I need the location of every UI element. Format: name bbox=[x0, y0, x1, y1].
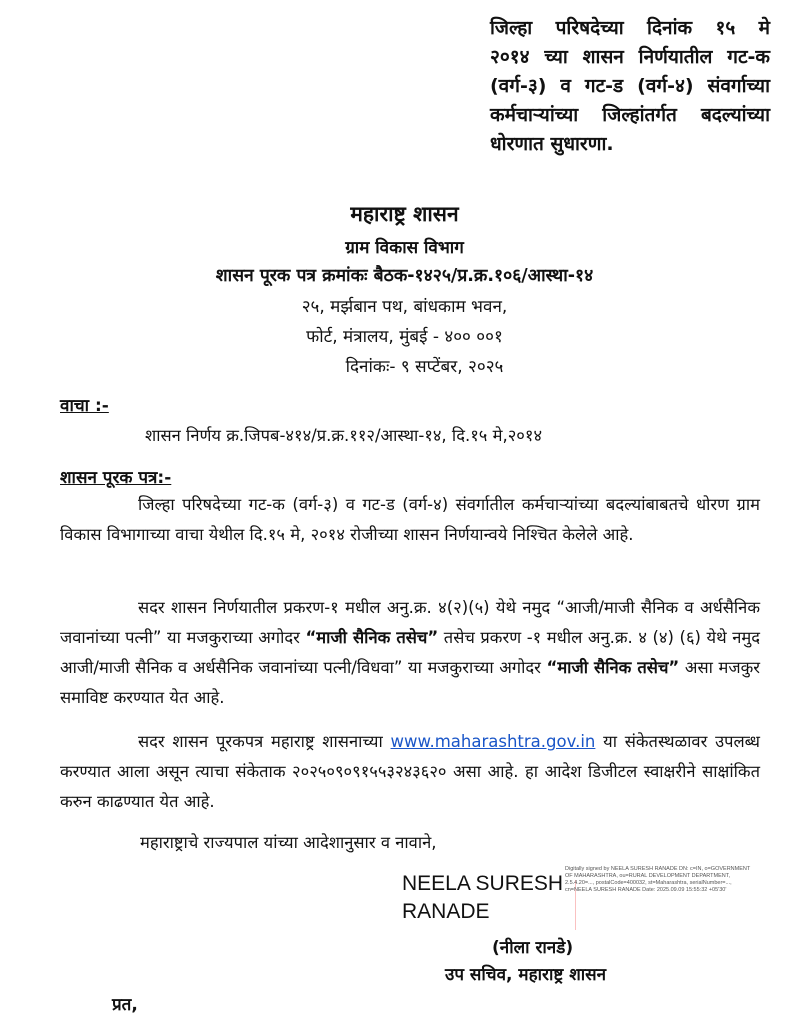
subject-line: २०१४ च्या शासन निर्णयातील गट-क bbox=[490, 46, 770, 68]
date: दिनांकः- ९ सप्टेंबर, २०२५ bbox=[345, 357, 504, 377]
designation: उप सचिव, महाराष्ट्र शासन bbox=[445, 965, 607, 985]
gov-title: महाराष्ट्र शासन bbox=[350, 202, 459, 226]
copy-label: प्रत, bbox=[112, 995, 138, 1015]
closing-line: महाराष्ट्राचे राज्यपाल यांच्या आदेशानुसार व नावाने, bbox=[140, 833, 437, 852]
dept-title: ग्राम विकास विभाग bbox=[345, 238, 464, 258]
address-line: फोर्ट, मंत्रालय, मुंबई - ४०० ००१ bbox=[306, 327, 503, 347]
address-line: २५, मर्झबान पथ, बांधकाम भवन, bbox=[301, 297, 508, 317]
paragraph-3: सदर शासन पूरकपत्र महाराष्ट्र शासनाच्या www.maharashtra.gov.in या संकेतस्थळावर उपलब्ध करण्यात आला असून त्याचा संकेताक २०२५०९०९१५५३२४३६२० असा आहे. हा आदेश डिजीटल स्वाक्षरीने साक्षांकित करुन काढण्यात येत आहे. bbox=[60, 732, 761, 811]
letter-label: शासन पूरक पत्र:- bbox=[60, 468, 172, 488]
website-link[interactable]: www.maharashtra.gov.in bbox=[390, 732, 596, 751]
paragraph-2: सदर शासन निर्णयातील प्रकरण-१ मधील अनु.क्र. ४(२)(५) येथे नमुद “आजी/माजी सैनिक व अर्धसैनिक जवानांच्या पत्नी” या मजकुराच्या अगोदर “माजी सैनिक तसेच” तसेच प्रकरण -१ मधील अनु.क्र. ४ (४) (६) येथे नमुद आजी/माजी सैनिक व अर्धसैनिक जवानांच्या पत्नी/विधवा” या मजकुराच्या अगोदर “माजी सैनिक तसेच” असा मजकुर समाविष्ट करण्यात येत आहे. bbox=[60, 598, 760, 707]
digital-signature-details: Digitally signed by NEELA SURESH RANADE DN: c=IN, o=GOVERNMENT OF MAHARASHTRA, ou=RURAL DEVELOPMENT DEPARTMENT, 2.5.4.20=..., postalCode=400032, st=Maharashtra, serialNumber=..., cn=NEELA SURESH RANADE Date: 2025.09.09 15:55:32 +05'30' bbox=[565, 866, 751, 893]
subject-line: धोरणात सुधारणा. bbox=[490, 133, 614, 155]
paragraph-1: जिल्हा परिषदेच्या गट-क (वर्ग-३) व गट-ड (वर्ग-४) संवर्गातील कर्मचाऱ्यांच्या बदल्यांबाबतचे धोरण ग्राम विकास विभागाच्या वाचा येथील दि.१५ मे, २०१४ रोजीच्या शासन निर्णयान्वये निश्चित केलेले आहे. bbox=[60, 495, 760, 544]
signer-name-marathi: (नीला रानडे) bbox=[492, 938, 574, 958]
reference-number: शासन पूरक पत्र क्रमांकः बैठक-१४२५/प्र.क्र.१०६/आस्था-१४ bbox=[215, 266, 594, 286]
subject-line: जिल्हा परिषदेच्या दिनांक १५ मे bbox=[490, 17, 770, 39]
subject-line: (वर्ग-३) व गट-ड (वर्ग-४) संवर्गाच्या bbox=[490, 75, 770, 97]
subject-line: कर्मचाऱ्यांच्या जिल्हांतर्गत बदल्यांच्या bbox=[490, 104, 770, 126]
signer-name: NEELA SURESH RANADE bbox=[402, 872, 564, 923]
read-item: शासन निर्णय क्र.जिपब-४१४/प्र.क्र.११२/आस्था-१४, दि.१५ मे,२०१४ bbox=[145, 426, 543, 445]
read-label: वाचा :- bbox=[60, 396, 109, 416]
subject-block bbox=[490, 14, 770, 159]
